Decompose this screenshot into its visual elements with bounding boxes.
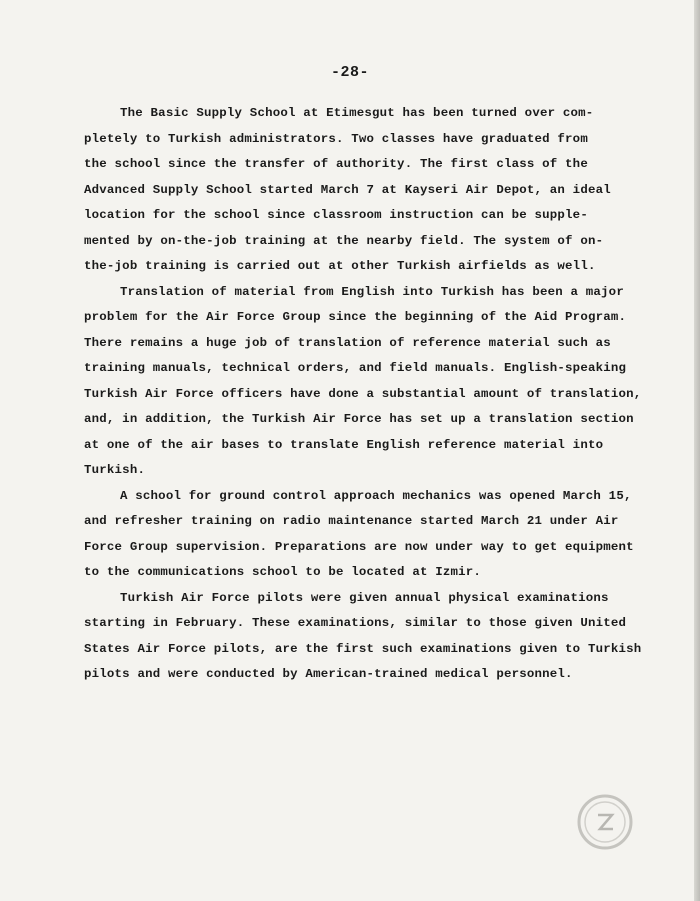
text-line: problem for the Air Force Group since the beginning of the Aid Program. (84, 310, 627, 324)
text-line: and, in addition, the Turkish Air Force has set up a translation section (84, 412, 634, 426)
text-line: to the communications school to be located at Izmir. (84, 565, 482, 579)
text-line: location for the school since classroom instruction can be supple- (84, 208, 588, 222)
paragraph-physical-examinations (84, 586, 644, 688)
paragraph-ground-control-school (84, 484, 644, 586)
paragraph-translation (84, 280, 644, 484)
text-line: the school since the transfer of authority. The first class of the (84, 157, 588, 171)
text-line: training manuals, technical orders, and field manuals. English-speaking (84, 361, 627, 375)
text-line: Turkish Air Force officers have done a substantial amount of translation, (84, 386, 642, 401)
text-line: starting in February. These examinations, similar to those given United (84, 616, 627, 630)
text-line: Turkish Air Force pilots were given annual physical examinations (120, 590, 609, 605)
archive-stamp-seal (576, 793, 634, 851)
scan-edge-shadow (694, 0, 700, 901)
text-line: Translation of material from English into Turkish has been a major (120, 284, 624, 299)
text-line: There remains a huge job of translation of reference material such as (84, 335, 611, 350)
text-line: and refresher training on radio maintenance started March 21 under Air (84, 514, 619, 528)
text-line: pilots and were conducted by American-trained medical personnel. (84, 667, 573, 681)
text-line: Force Group supervision. Preparations are now under way to get equipment (84, 539, 634, 554)
text-line: The Basic Supply School at Etimesgut has been turned over com- (120, 106, 594, 120)
text-line: A school for ground control approach mechanics was opened March 15, (120, 488, 632, 503)
text-line: Advanced Supply School started March 7 at Kayseri Air Depot, an ideal (84, 182, 611, 197)
text-line: the-job training is carried out at other Turkish airfields as well. (84, 259, 596, 273)
document-body (84, 101, 644, 688)
text-line: Turkish. (84, 463, 146, 477)
text-line: pletely to Turkish administrators. Two classes have graduated from (84, 131, 588, 146)
paragraph-basic-supply-school (84, 101, 644, 280)
page-number: -28- (330, 64, 369, 81)
text-line: States Air Force pilots, are the first such examinations given to Turkish (84, 641, 642, 656)
text-line: mented by on-the-job training at the nearby field. The system of on- (84, 233, 604, 248)
text-line: at one of the air bases to translate English reference material into (84, 437, 604, 452)
